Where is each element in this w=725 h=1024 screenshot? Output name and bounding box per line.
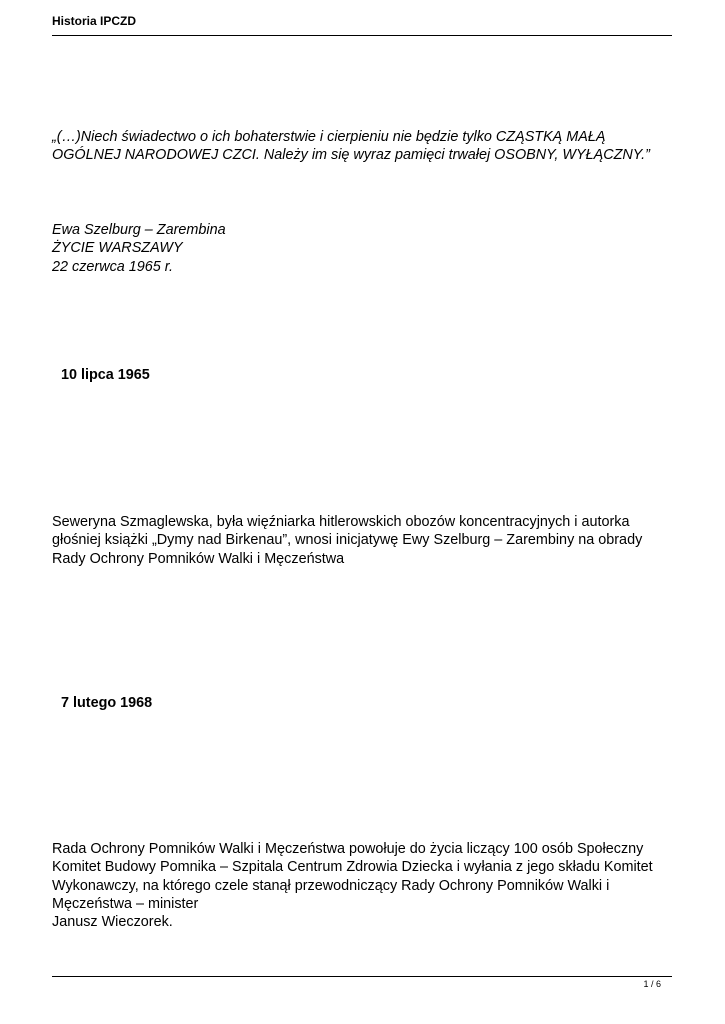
signature-publication: ŻYCIE WARSZAWY <box>52 240 183 257</box>
entry-text: Rada Ochrony Pomników Walki i Męczeństwa powołuje do życia liczący 100 osób Społeczny Komitet Budowy Pomnika – Szpitala Centrum Zdrowia Dziecka i wyłania z jego składu Komitet Wykonawczy, na którego czele stanął przewodniczący Rady Ochrony Pomników Walki i Męczeństwa – minister <box>52 841 653 912</box>
page-header-title: Historia IPCZD <box>52 14 137 28</box>
quote-text: „(…)Niech świadectwo o ich bohaterstwie i cierpieniu nie będzie tylko CZĄSTKĄ MAŁĄ OGÓLNEJ NARODOWEJ CZCI. Należy im się wyraz pamięci trwałej OSOBNY, WYŁĄCZNY.” <box>52 129 650 164</box>
entry-date-heading: 7 lutego 1968 <box>61 695 153 711</box>
footer-divider <box>52 976 672 977</box>
signature-date: 22 czerwca 1965 r. <box>52 258 174 275</box>
entry-text-continued: Janusz Wieczorek. <box>52 914 173 931</box>
quote-block <box>52 128 677 165</box>
entry-paragraph <box>52 840 677 931</box>
entry-text: Seweryna Szmaglewska, była więźniarka hitlerowskich obozów koncentracyjnych i autorka głośniej książki „Dymy nad Birkenau”, wnosi inicjatywę Ewy Szelburg – Zarembiny na obrady Rady Ochrony Pomników Walki i Męczeństwa <box>52 514 643 567</box>
entry-date-heading: 10 lipca 1965 <box>61 367 150 383</box>
entry-paragraph <box>52 513 677 568</box>
signature-block <box>52 221 677 276</box>
signature-author: Ewa Szelburg – Zarembina <box>52 222 226 238</box>
page-number: 1 / 6 <box>643 979 661 989</box>
header-divider <box>52 35 672 36</box>
